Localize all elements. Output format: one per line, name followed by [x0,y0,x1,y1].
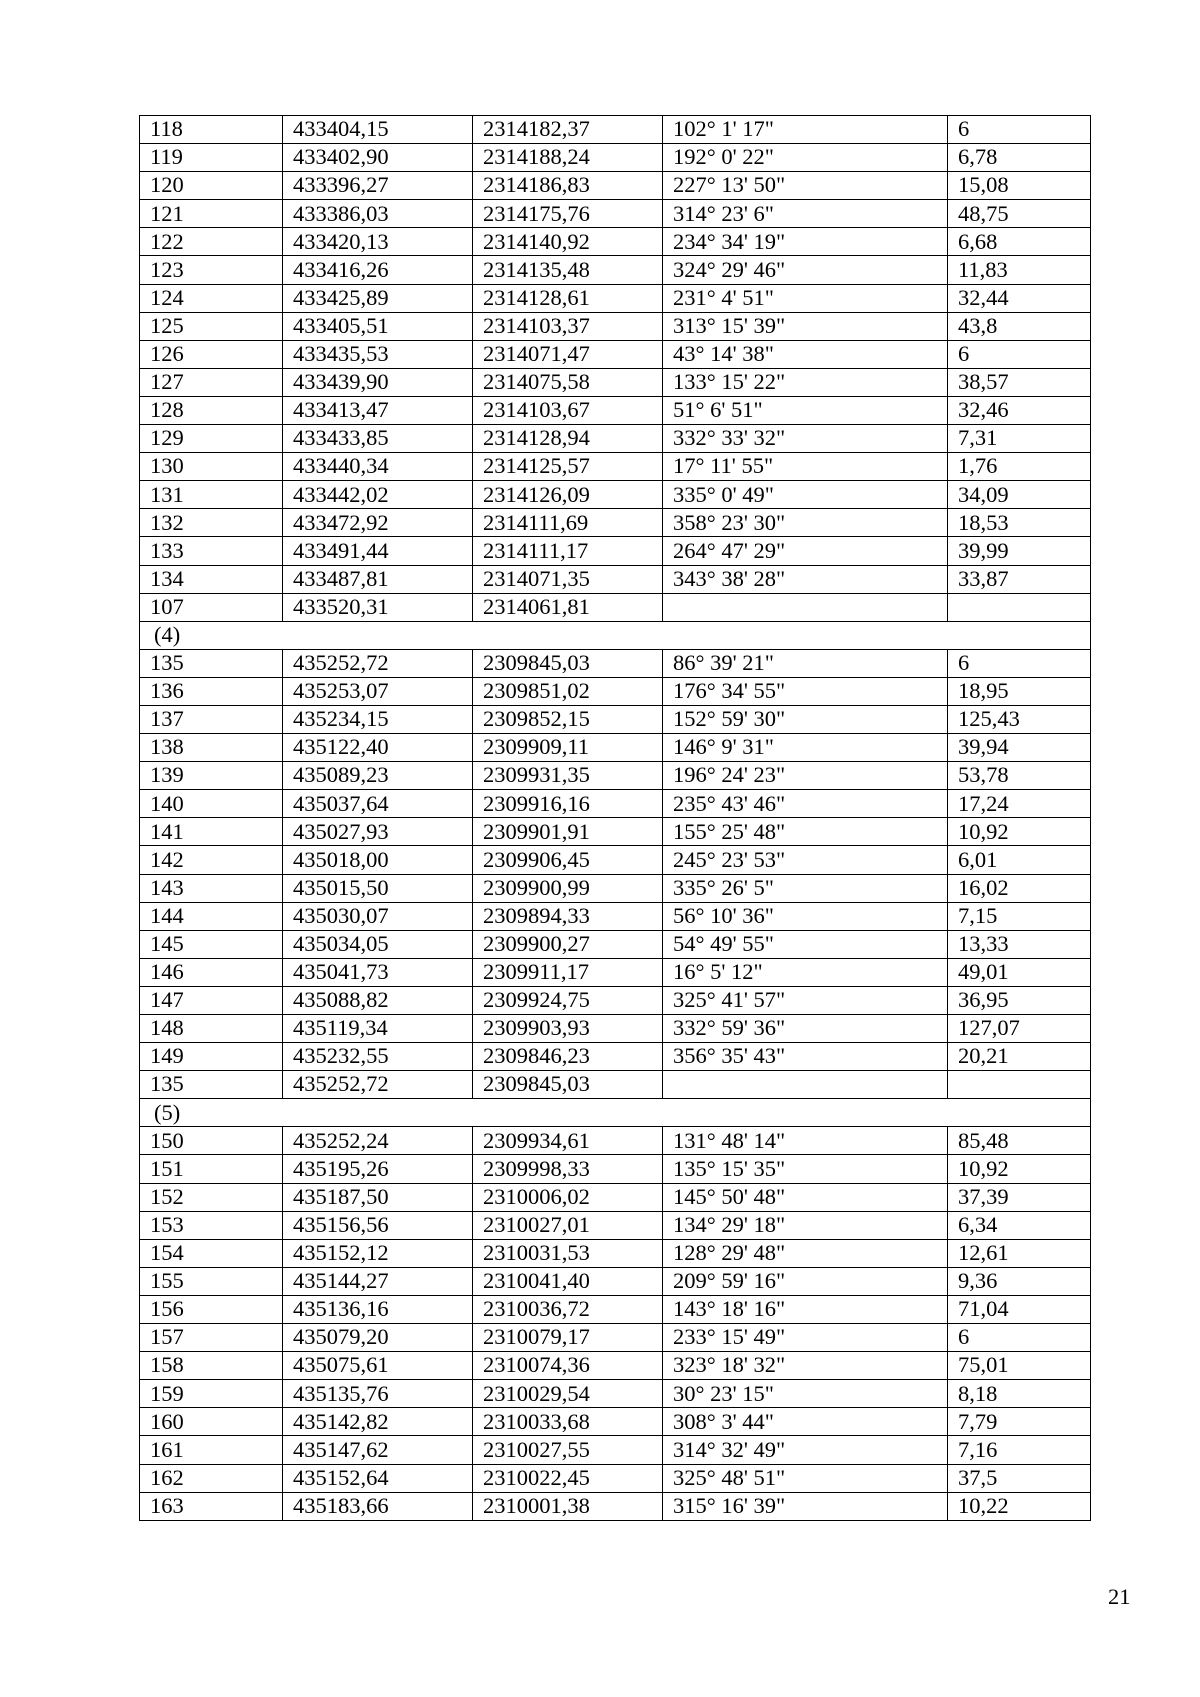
direction-angle-cell: 325° 41' 57" [663,986,948,1014]
section-header-row [140,1099,1091,1127]
direction-angle-cell: 56° 10' 36" [663,902,948,930]
distance-cell: 7,31 [948,425,1091,453]
point-number-cell: 107 [140,593,283,621]
table-row [140,228,1091,256]
distance-cell [948,1071,1091,1099]
point-number-cell: 131 [140,481,283,509]
direction-angle-cell: 146° 9' 31" [663,734,948,762]
direction-angle-cell: 324° 29' 46" [663,256,948,284]
x-coordinate-cell: 435015,50 [283,874,473,902]
y-coordinate-cell: 2309924,75 [473,986,663,1014]
x-coordinate-cell: 435232,55 [283,1043,473,1071]
x-coordinate-cell: 435253,07 [283,677,473,705]
direction-angle-cell: 308° 3' 44" [663,1408,948,1436]
y-coordinate-cell: 2314111,69 [473,509,663,537]
x-coordinate-cell: 435027,93 [283,818,473,846]
point-number-cell: 136 [140,677,283,705]
point-number-cell: 161 [140,1436,283,1464]
y-coordinate-cell: 2310027,55 [473,1436,663,1464]
direction-angle-cell: 43° 14' 38" [663,340,948,368]
point-number-cell: 135 [140,649,283,677]
direction-angle-cell: 155° 25' 48" [663,818,948,846]
point-number-cell: 163 [140,1492,283,1520]
table-row [140,1324,1091,1352]
point-number-cell: 123 [140,256,283,284]
x-coordinate-cell: 435252,24 [283,1127,473,1155]
x-coordinate-cell: 433472,92 [283,509,473,537]
x-coordinate-cell: 435088,82 [283,986,473,1014]
x-coordinate-cell: 435030,07 [283,902,473,930]
y-coordinate-cell: 2309846,23 [473,1043,663,1071]
table-row [140,1211,1091,1239]
coordinates-table [139,115,1091,1521]
distance-cell: 32,46 [948,396,1091,424]
x-coordinate-cell: 435147,62 [283,1436,473,1464]
point-number-cell: 144 [140,902,283,930]
x-coordinate-cell: 435152,64 [283,1464,473,1492]
point-number-cell: 120 [140,172,283,200]
y-coordinate-cell: 2309901,91 [473,818,663,846]
distance-cell: 17,24 [948,790,1091,818]
distance-cell: 38,57 [948,368,1091,396]
table-row [140,144,1091,172]
distance-cell: 34,09 [948,481,1091,509]
direction-angle-cell: 332° 33' 32" [663,425,948,453]
direction-angle-cell: 17° 11' 55" [663,453,948,481]
y-coordinate-cell: 2309906,45 [473,846,663,874]
x-coordinate-cell: 435183,66 [283,1492,473,1520]
y-coordinate-cell: 2310006,02 [473,1183,663,1211]
direction-angle-cell: 145° 50' 48" [663,1183,948,1211]
y-coordinate-cell: 2310036,72 [473,1295,663,1323]
table-row [140,762,1091,790]
table-row [140,874,1091,902]
direction-angle-cell: 30° 23' 15" [663,1380,948,1408]
table-row [140,284,1091,312]
point-number-cell: 160 [140,1408,283,1436]
x-coordinate-cell: 433416,26 [283,256,473,284]
distance-cell: 37,39 [948,1183,1091,1211]
table-row [140,1380,1091,1408]
distance-cell: 10,22 [948,1492,1091,1520]
distance-cell: 6,34 [948,1211,1091,1239]
distance-cell: 6 [948,116,1091,144]
distance-cell: 18,95 [948,677,1091,705]
y-coordinate-cell: 2314125,57 [473,453,663,481]
x-coordinate-cell: 435135,76 [283,1380,473,1408]
point-number-cell: 128 [140,396,283,424]
distance-cell: 10,92 [948,818,1091,846]
point-number-cell: 140 [140,790,283,818]
table-row [140,846,1091,874]
distance-cell: 71,04 [948,1295,1091,1323]
point-number-cell: 119 [140,144,283,172]
direction-angle-cell: 235° 43' 46" [663,790,948,818]
direction-angle-cell: 335° 26' 5" [663,874,948,902]
x-coordinate-cell: 433440,34 [283,453,473,481]
y-coordinate-cell: 2310031,53 [473,1239,663,1267]
point-number-cell: 139 [140,762,283,790]
distance-cell: 33,87 [948,565,1091,593]
point-number-cell: 122 [140,228,283,256]
direction-angle-cell: 325° 48' 51" [663,1464,948,1492]
x-coordinate-cell: 435252,72 [283,649,473,677]
point-number-cell: 153 [140,1211,283,1239]
y-coordinate-cell: 2310022,45 [473,1464,663,1492]
direction-angle-cell: 133° 15' 22" [663,368,948,396]
distance-cell: 6,68 [948,228,1091,256]
y-coordinate-cell: 2314103,67 [473,396,663,424]
table-row [140,425,1091,453]
direction-angle-cell: 332° 59' 36" [663,1015,948,1043]
direction-angle-cell: 152° 59' 30" [663,705,948,733]
distance-cell: 39,94 [948,734,1091,762]
table-row [140,930,1091,958]
table-row [140,1267,1091,1295]
table-row [140,200,1091,228]
section-label: (5) [140,1099,1091,1127]
x-coordinate-cell: 433491,44 [283,537,473,565]
x-coordinate-cell: 435075,61 [283,1352,473,1380]
x-coordinate-cell: 435187,50 [283,1183,473,1211]
distance-cell: 37,5 [948,1464,1091,1492]
point-number-cell: 133 [140,537,283,565]
direction-angle-cell [663,1071,948,1099]
distance-cell: 1,76 [948,453,1091,481]
point-number-cell: 162 [140,1464,283,1492]
table-row [140,593,1091,621]
table-row [140,1295,1091,1323]
y-coordinate-cell: 2314061,81 [473,593,663,621]
distance-cell: 39,99 [948,537,1091,565]
table-row [140,1015,1091,1043]
x-coordinate-cell: 435152,12 [283,1239,473,1267]
point-number-cell: 129 [140,425,283,453]
y-coordinate-cell: 2314175,76 [473,200,663,228]
distance-cell: 6,01 [948,846,1091,874]
direction-angle-cell: 231° 4' 51" [663,284,948,312]
x-coordinate-cell: 435079,20 [283,1324,473,1352]
table-row [140,790,1091,818]
y-coordinate-cell: 2314075,58 [473,368,663,396]
point-number-cell: 142 [140,846,283,874]
point-number-cell: 137 [140,705,283,733]
point-number-cell: 135 [140,1071,283,1099]
x-coordinate-cell: 433404,15 [283,116,473,144]
table-row [140,256,1091,284]
direction-angle-cell: 313° 15' 39" [663,312,948,340]
distance-cell: 16,02 [948,874,1091,902]
x-coordinate-cell: 435142,82 [283,1408,473,1436]
y-coordinate-cell: 2309934,61 [473,1127,663,1155]
x-coordinate-cell: 433425,89 [283,284,473,312]
distance-cell: 6 [948,340,1091,368]
distance-cell: 7,15 [948,902,1091,930]
x-coordinate-cell: 433439,90 [283,368,473,396]
point-number-cell: 118 [140,116,283,144]
distance-cell: 6 [948,1324,1091,1352]
x-coordinate-cell: 433433,85 [283,425,473,453]
x-coordinate-cell: 435252,72 [283,1071,473,1099]
y-coordinate-cell: 2314186,83 [473,172,663,200]
distance-cell: 20,21 [948,1043,1091,1071]
table-row [140,565,1091,593]
direction-angle-cell: 343° 38' 28" [663,565,948,593]
direction-angle-cell: 315° 16' 39" [663,1492,948,1520]
direction-angle-cell: 196° 24' 23" [663,762,948,790]
distance-cell: 85,48 [948,1127,1091,1155]
table-row [140,1436,1091,1464]
x-coordinate-cell: 433386,03 [283,200,473,228]
table-row [140,368,1091,396]
table-row [140,818,1091,846]
y-coordinate-cell: 2314071,47 [473,340,663,368]
direction-angle-cell: 245° 23' 53" [663,846,948,874]
x-coordinate-cell: 435234,15 [283,705,473,733]
distance-cell: 12,61 [948,1239,1091,1267]
x-coordinate-cell: 435119,34 [283,1015,473,1043]
distance-cell: 43,8 [948,312,1091,340]
point-number-cell: 159 [140,1380,283,1408]
section-header-row [140,621,1091,649]
distance-cell: 13,33 [948,930,1091,958]
x-coordinate-cell: 433435,53 [283,340,473,368]
point-number-cell: 124 [140,284,283,312]
direction-angle-cell: 54° 49' 55" [663,930,948,958]
direction-angle-cell: 134° 29' 18" [663,1211,948,1239]
distance-cell: 6,78 [948,144,1091,172]
y-coordinate-cell: 2309911,17 [473,958,663,986]
point-number-cell: 158 [140,1352,283,1380]
point-number-cell: 132 [140,509,283,537]
direction-angle-cell: 176° 34' 55" [663,677,948,705]
table-row [140,1408,1091,1436]
x-coordinate-cell: 435136,16 [283,1295,473,1323]
x-coordinate-cell: 435037,64 [283,790,473,818]
point-number-cell: 156 [140,1295,283,1323]
point-number-cell: 121 [140,200,283,228]
table-row [140,705,1091,733]
direction-angle-cell: 234° 34' 19" [663,228,948,256]
table-row [140,509,1091,537]
y-coordinate-cell: 2314103,37 [473,312,663,340]
y-coordinate-cell: 2309845,03 [473,1071,663,1099]
x-coordinate-cell: 433413,47 [283,396,473,424]
x-coordinate-cell: 433402,90 [283,144,473,172]
x-coordinate-cell: 435089,23 [283,762,473,790]
distance-cell: 6 [948,649,1091,677]
table-row [140,902,1091,930]
direction-angle-cell: 16° 5' 12" [663,958,948,986]
direction-angle-cell: 143° 18' 16" [663,1295,948,1323]
y-coordinate-cell: 2314140,92 [473,228,663,256]
y-coordinate-cell: 2309903,93 [473,1015,663,1043]
distance-cell: 49,01 [948,958,1091,986]
y-coordinate-cell: 2310027,01 [473,1211,663,1239]
table-row [140,958,1091,986]
direction-angle-cell: 51° 6' 51" [663,396,948,424]
x-coordinate-cell: 433405,51 [283,312,473,340]
point-number-cell: 147 [140,986,283,1014]
x-coordinate-cell: 435034,05 [283,930,473,958]
distance-cell: 9,36 [948,1267,1091,1295]
distance-cell: 15,08 [948,172,1091,200]
table-row [140,1239,1091,1267]
y-coordinate-cell: 2309845,03 [473,649,663,677]
point-number-cell: 148 [140,1015,283,1043]
point-number-cell: 138 [140,734,283,762]
direction-angle-cell: 264° 47' 29" [663,537,948,565]
x-coordinate-cell: 433487,81 [283,565,473,593]
distance-cell: 7,79 [948,1408,1091,1436]
y-coordinate-cell: 2314126,09 [473,481,663,509]
distance-cell: 127,07 [948,1015,1091,1043]
y-coordinate-cell: 2309900,27 [473,930,663,958]
x-coordinate-cell: 433396,27 [283,172,473,200]
table-row [140,1492,1091,1520]
point-number-cell: 146 [140,958,283,986]
x-coordinate-cell: 435041,73 [283,958,473,986]
y-coordinate-cell: 2310001,38 [473,1492,663,1520]
table-row [140,537,1091,565]
point-number-cell: 154 [140,1239,283,1267]
point-number-cell: 134 [140,565,283,593]
distance-cell: 36,95 [948,986,1091,1014]
point-number-cell: 130 [140,453,283,481]
point-number-cell: 151 [140,1155,283,1183]
y-coordinate-cell: 2309916,16 [473,790,663,818]
direction-angle-cell: 192° 0' 22" [663,144,948,172]
distance-cell: 10,92 [948,1155,1091,1183]
direction-angle-cell: 86° 39' 21" [663,649,948,677]
direction-angle-cell: 356° 35' 43" [663,1043,948,1071]
y-coordinate-cell: 2310029,54 [473,1380,663,1408]
direction-angle-cell: 233° 15' 49" [663,1324,948,1352]
y-coordinate-cell: 2310074,36 [473,1352,663,1380]
direction-angle-cell: 131° 48' 14" [663,1127,948,1155]
point-number-cell: 141 [140,818,283,846]
x-coordinate-cell: 435156,56 [283,1211,473,1239]
distance-cell [948,593,1091,621]
x-coordinate-cell: 433520,31 [283,593,473,621]
direction-angle-cell: 323° 18' 32" [663,1352,948,1380]
direction-angle-cell: 128° 29' 48" [663,1239,948,1267]
table-row [140,1071,1091,1099]
direction-angle-cell [663,593,948,621]
table-row [140,340,1091,368]
distance-cell: 8,18 [948,1380,1091,1408]
table-row [140,1464,1091,1492]
y-coordinate-cell: 2314128,94 [473,425,663,453]
table-row [140,677,1091,705]
y-coordinate-cell: 2314135,48 [473,256,663,284]
section-label: (4) [140,621,1091,649]
page-number: 21 [1108,1584,1131,1609]
point-number-cell: 157 [140,1324,283,1352]
y-coordinate-cell: 2309852,15 [473,705,663,733]
table-row [140,1127,1091,1155]
direction-angle-cell: 358° 23' 30" [663,509,948,537]
point-number-cell: 152 [140,1183,283,1211]
y-coordinate-cell: 2314128,61 [473,284,663,312]
table-row [140,649,1091,677]
direction-angle-cell: 314° 32' 49" [663,1436,948,1464]
table-row [140,312,1091,340]
y-coordinate-cell: 2309900,99 [473,874,663,902]
point-number-cell: 126 [140,340,283,368]
direction-angle-cell: 102° 1' 17" [663,116,948,144]
distance-cell: 11,83 [948,256,1091,284]
x-coordinate-cell: 435018,00 [283,846,473,874]
distance-cell: 48,75 [948,200,1091,228]
y-coordinate-cell: 2314111,17 [473,537,663,565]
table-row [140,734,1091,762]
table-row [140,1352,1091,1380]
table-row [140,172,1091,200]
y-coordinate-cell: 2309851,02 [473,677,663,705]
y-coordinate-cell: 2309909,11 [473,734,663,762]
direction-angle-cell: 135° 15' 35" [663,1155,948,1183]
y-coordinate-cell: 2310033,68 [473,1408,663,1436]
point-number-cell: 150 [140,1127,283,1155]
x-coordinate-cell: 433420,13 [283,228,473,256]
coordinates-table-body [140,116,1091,1521]
distance-cell: 125,43 [948,705,1091,733]
distance-cell: 7,16 [948,1436,1091,1464]
point-number-cell: 143 [140,874,283,902]
direction-angle-cell: 227° 13' 50" [663,172,948,200]
table-row [140,1043,1091,1071]
x-coordinate-cell: 435195,26 [283,1155,473,1183]
y-coordinate-cell: 2310041,40 [473,1267,663,1295]
y-coordinate-cell: 2309894,33 [473,902,663,930]
y-coordinate-cell: 2314188,24 [473,144,663,172]
distance-cell: 75,01 [948,1352,1091,1380]
distance-cell: 32,44 [948,284,1091,312]
x-coordinate-cell: 435144,27 [283,1267,473,1295]
table-row [140,116,1091,144]
y-coordinate-cell: 2309931,35 [473,762,663,790]
y-coordinate-cell: 2309998,33 [473,1155,663,1183]
point-number-cell: 125 [140,312,283,340]
table-row [140,396,1091,424]
table-row [140,453,1091,481]
y-coordinate-cell: 2310079,17 [473,1324,663,1352]
point-number-cell: 145 [140,930,283,958]
direction-angle-cell: 209° 59' 16" [663,1267,948,1295]
y-coordinate-cell: 2314182,37 [473,116,663,144]
table-row [140,1183,1091,1211]
x-coordinate-cell: 433442,02 [283,481,473,509]
table-row [140,986,1091,1014]
direction-angle-cell: 314° 23' 6" [663,200,948,228]
point-number-cell: 155 [140,1267,283,1295]
point-number-cell: 127 [140,368,283,396]
table-row [140,1155,1091,1183]
y-coordinate-cell: 2314071,35 [473,565,663,593]
table-row [140,481,1091,509]
distance-cell: 53,78 [948,762,1091,790]
point-number-cell: 149 [140,1043,283,1071]
direction-angle-cell: 335° 0' 49" [663,481,948,509]
x-coordinate-cell: 435122,40 [283,734,473,762]
distance-cell: 18,53 [948,509,1091,537]
